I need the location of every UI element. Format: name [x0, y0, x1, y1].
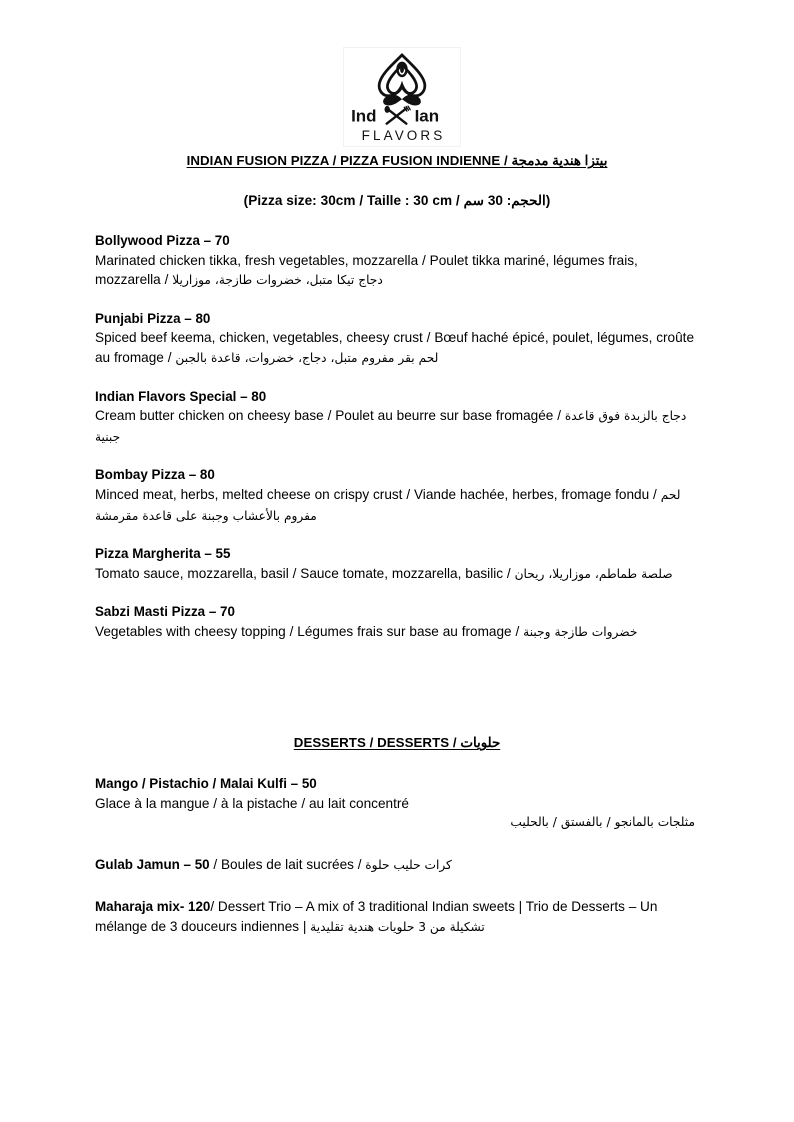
menu-item-description-latin: / Boules de lait sucrées / [209, 856, 362, 872]
menu-item-description-latin: Cream butter chicken on cheesy base / Poulet au beurre sur base fromagée / [95, 408, 562, 424]
menu-item-name: Sabzi Masti Pizza – 70 [95, 604, 235, 620]
brand-tagline: FLAVORS [361, 128, 446, 143]
menu-item-name: Mango / Pistachio / Malai Kulfi – 50 [95, 776, 317, 791]
pizza-item-list [95, 231, 695, 643]
pizza-section-heading [0, 153, 794, 169]
menu-item [95, 855, 695, 876]
menu-item-description-latin: Vegetables with cheesy topping / Légumes frais sur base au fromage / [95, 623, 520, 639]
menu-item-description-arabic: خضروات طازجة وجبنة [523, 624, 638, 639]
wordmark-right: Ian [414, 106, 440, 126]
menu-item-description-arabic: دجاج بالزبدة فوق قاعدة جبنية [95, 409, 687, 444]
menu-item [95, 774, 695, 833]
menu-item-description-arabic: دجاج تيكا متبل، خضروات طازجة، موزاريلا [172, 273, 383, 288]
menu-item-description [95, 406, 695, 447]
menu-item-description-arabic: صلصة طماطم، موزاريلا، ريحان [514, 566, 673, 581]
menu-item-line [95, 897, 695, 937]
menu-item-description [95, 251, 695, 291]
menu-item-description [95, 622, 695, 643]
menu-item [95, 544, 695, 584]
menu-item-line [95, 855, 695, 876]
menu-item-description [95, 328, 695, 368]
menu-item-name: Punjabi Pizza – 80 [95, 310, 211, 326]
menu-item [95, 231, 695, 291]
menu-item [95, 897, 695, 937]
lotus-dome-mustache-icon [366, 51, 438, 107]
menu-item-description-arabic: مثلجات بالمانجو / بالفستق / بالحليب [510, 815, 695, 830]
pizza-size-note-text: (Pizza size: 30cm / Taille : 30 cm / الحجم: 30 سم) [243, 193, 551, 208]
menu-item [95, 309, 695, 369]
menu-item-description-latin: Spiced beef keema, chicken, vegetables, cheesy crust / Bœuf haché épicé, poulet, légumes, croûte au fromage / [95, 330, 695, 365]
menu-item-description-arabic: لحم بقر مفروم متبل، دجاج، خضروات، قاعدة بالجبن [175, 350, 439, 365]
brand-wordmark [350, 105, 454, 127]
dessert-item-list [95, 774, 695, 938]
menu-item [95, 465, 695, 526]
menu-item-description-arabic: تشكيلة من 3 حلويات هندية تقليدية [310, 919, 485, 934]
menu-item-description-latin: / Dessert Trio – A mix of 3 traditional Indian sweets | Trio de Desserts – Un mélange de 3 douceurs indiennes | [95, 899, 658, 934]
menu-item-description-arabic: لحم مفروم بالأعشاب وجبنة على قاعدة مقرمشة [95, 487, 681, 523]
menu-item-description-latin: Marinated chicken tikka, fresh vegetables, mozzarella / Poulet tikka mariné, légumes frais, mozzarella / [95, 252, 638, 288]
pizza-section-heading-text: INDIAN FUSION PIZZA / PIZZA FUSION INDIENNE / بيتزا هندية مدمجة [186, 153, 608, 168]
spoon-icon [384, 106, 389, 113]
menu-item-description-arabic: كرات حليب حلوة [365, 857, 452, 872]
menu-item-description [95, 564, 695, 585]
menu-item-name: Bombay Pizza – 80 [95, 467, 215, 483]
menu-item-name: Pizza Margherita – 55 [95, 546, 231, 562]
menu-item-description-latin: Minced meat, herbs, melted cheese on crispy crust / Viande hachée, herbes, fromage fondu / [95, 486, 657, 502]
wordmark-left: Ind [351, 106, 377, 126]
menu-item-name: Bollywood Pizza – 70 [95, 233, 230, 248]
menu-item [95, 602, 695, 642]
menu-item [95, 387, 695, 448]
menu-item-description [95, 485, 695, 526]
menu-item-name: Indian Flavors Special – 80 [95, 388, 267, 404]
brand-logo [343, 47, 461, 147]
desserts-section-heading [0, 735, 794, 751]
menu-item-name: Maharaja mix- 120 [95, 899, 211, 915]
menu-item-name: Gulab Jamun – 50 [95, 856, 210, 872]
menu-item-description-latin: Tomato sauce, mozzarella, basil / Sauce tomate, mozzarella, basilic / [95, 565, 511, 581]
desserts-section-heading-text: DESSERTS / DESSERTS / حلويات [293, 735, 501, 750]
pizza-size-note [0, 193, 794, 209]
menu-item-description-latin: Glace à la mangue / à la pistache / au lait concentré [95, 795, 409, 811]
